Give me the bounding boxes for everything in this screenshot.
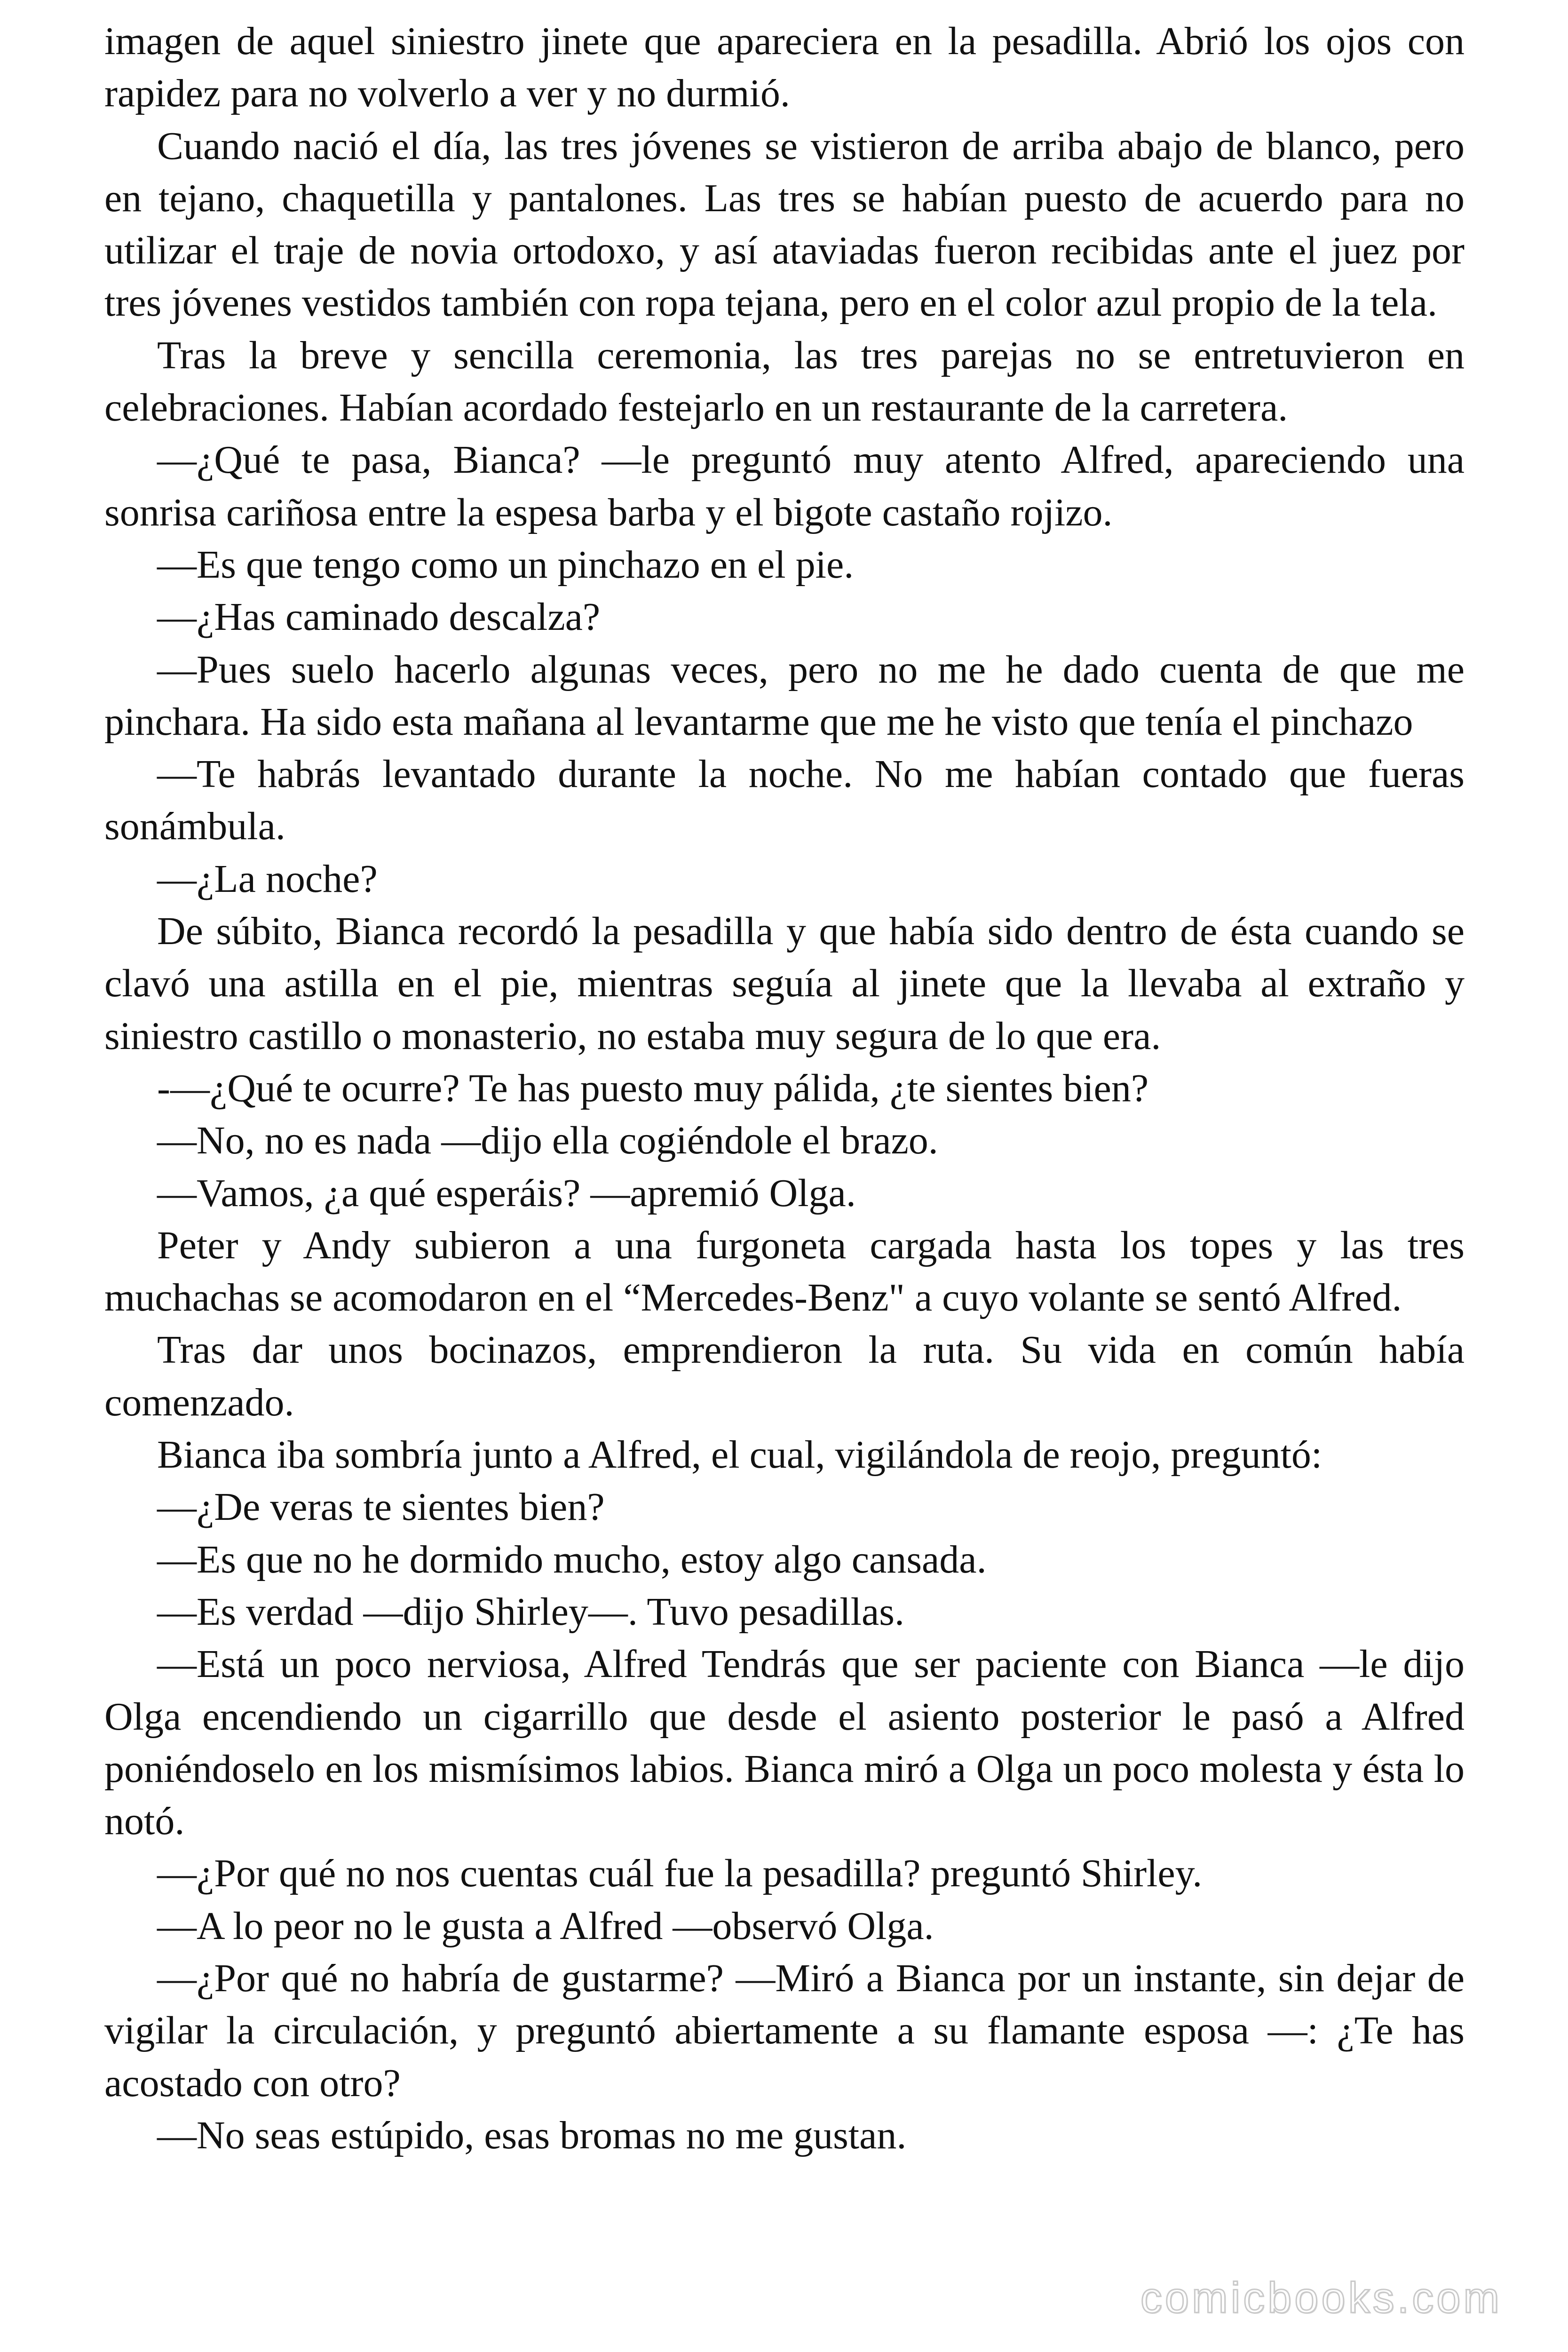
paragraph-16: Bianca iba sombría junto a Alfred, el cual, vigilándola de reojo, preguntó: [157, 1433, 1323, 1477]
paragraph-14: Peter y Andy subieron a una furgoneta cargada hasta los topes y las tres muchachas se acomodaron en el “Mercedes-Benz" a cuyo volante se sentó Alfred. [104, 1223, 1465, 1320]
paragraph-23: —¿Por qué no habría de gustarme? —Miró a Bianca por un instante, sin dejar de vigilar la circulación, y preguntó abiertamente a su flamante esposa —: ¿Te has acostado con otro? [104, 1956, 1465, 2105]
paragraph-1: imagen de aquel siniestro jinete que apareciera en la pesadilla. Abrió los ojos con rapidez para no volverlo a ver y no durmió. [104, 19, 1465, 116]
paragraph-5: —Es que tengo como un pinchazo en el pie. [157, 542, 854, 587]
paragraph-20: —Está un poco nerviosa, Alfred Tendrás que ser paciente con Bianca —le dijo Olga encendiendo un cigarrillo que desde el asiento posterior le pasó a Alfred poniéndoselo en los mismísimos labios. Bianca miró a Olga un poco molesta y ésta lo notó. [104, 1642, 1465, 1843]
paragraph-7: —Pues suelo hacerlo algunas veces, pero no me he dado cuenta de que me pinchara. Ha sido esta mañana al levantarme que me he visto que tenía el pinchazo [104, 647, 1465, 744]
paragraph-3: Tras la breve y sencilla ceremonia, las tres parejas no se entretuvieron en celebraciones. Habían acordado festejarlo en un restaurante de la carretera. [104, 333, 1465, 430]
paragraph-24: —No seas estúpido, esas bromas no me gustan. [157, 2113, 907, 2157]
body-text [104, 15, 1465, 2161]
paragraph-12: —No, no es nada —dijo ella cogiéndole el brazo. [157, 1119, 938, 1163]
paragraph-21: —¿Por qué no nos cuentas cuál fue la pesadilla? preguntó Shirley. [157, 1851, 1203, 1896]
paragraph-8: —Te habrás levantado durante la noche. No me habían contado que fueras sonámbula. [104, 752, 1465, 849]
paragraph-10: De súbito, Bianca recordó la pesadilla y que había sido dentro de ésta cuando se clavó una astilla en el pie, mientras seguía al jinete que la llevaba al extraño y siniestro castillo o monasterio, no estaba muy segura de lo que era. [104, 909, 1465, 1058]
paragraph-18: —Es que no he dormido mucho, estoy algo cansada. [157, 1537, 987, 1581]
paragraph-2: Cuando nació el día, las tres jóvenes se vistieron de arriba abajo de blanco, pero en tejano, chaquetilla y pantalones. Las tres se habían puesto de acuerdo para no utilizar el traje de novia ortodoxo, y así ataviadas fueron recibidas ante el juez por tres jóvenes vestidos también con ropa tejana, pero en el color azul propio de la tela. [104, 124, 1465, 325]
paragraph-4: —¿Qué te pasa, Bianca? —le preguntó muy atento Alfred, apareciendo una sonrisa cariñosa entre la espesa barba y el bigote castaño rojizo. [104, 438, 1465, 534]
paragraph-11: -—¿Qué te ocurre? Te has puesto muy pálida, ¿te sientes bien? [157, 1066, 1149, 1110]
paragraph-6: —¿Has caminado descalza? [157, 595, 601, 639]
paragraph-17: —¿De veras te sientes bien? [157, 1485, 605, 1529]
watermark-logo: comicbooks.com [1140, 2274, 1502, 2322]
paragraph-9: —¿La noche? [157, 857, 378, 901]
paragraph-13: —Vamos, ¿a qué esperáis? —apremió Olga. [157, 1171, 856, 1215]
paragraph-19: —Es verdad —dijo Shirley—. Tuvo pesadillas. [157, 1589, 904, 1634]
paragraph-15: Tras dar unos bocinazos, emprendieron la ruta. Su vida en común había comenzado. [104, 1328, 1465, 1424]
paragraph-22: —A lo peor no le gusta a Alfred —observó Olga. [157, 1904, 934, 1948]
